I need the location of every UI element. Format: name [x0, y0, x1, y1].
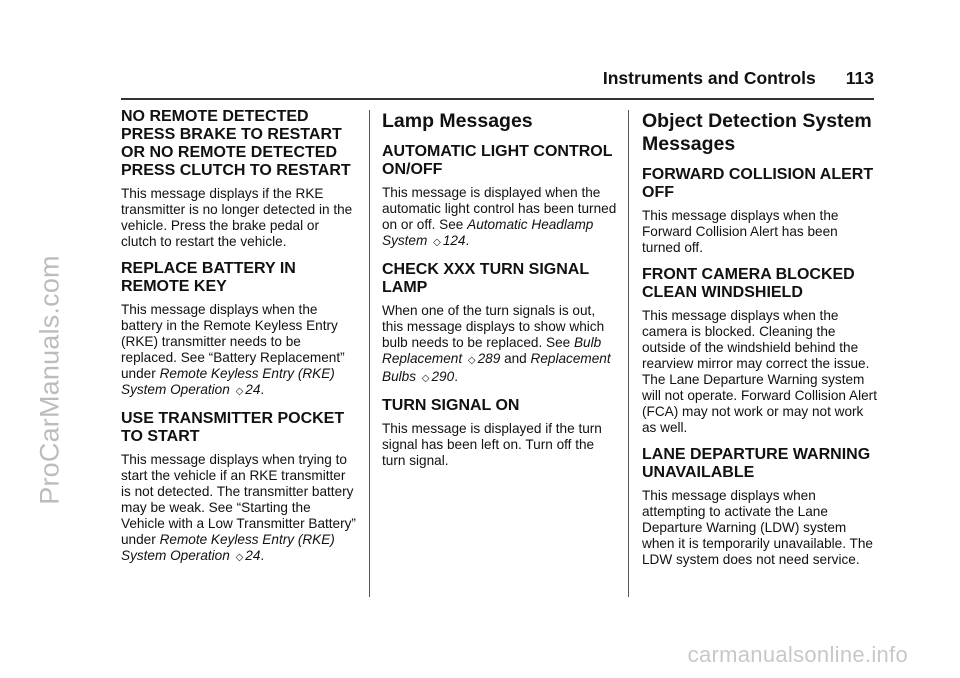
bottom-watermark: carmanualsonline.info	[687, 642, 908, 667]
page-ref-number[interactable]: 24	[245, 548, 261, 563]
message-body: This message displays if the RKE transmitter is no longer detected in the vehicle. Press the brake pedal or clutch to restart the vehicle.	[121, 186, 353, 249]
period: .	[454, 369, 458, 384]
page-ref-icon: ◇	[235, 552, 244, 563]
column-divider	[369, 110, 370, 597]
cross-reference-link[interactable]: Remote Keyless Entry (RKE) System Operation	[121, 366, 335, 397]
message-title: REPLACE BATTERY IN REMOTE KEY	[121, 260, 296, 295]
column-divider	[628, 110, 629, 597]
message-title: TURN SIGNAL ON	[382, 397, 520, 414]
message-body: This message displays when attempting to activate the Lane Departure Warning (LDW) system when it is temporarily unavailable. The LDW system does not need service.	[642, 488, 873, 567]
body-text: This message displays when the battery in the Remote Keyless Entry (RKE) transmitter needs to be replaced. See “Battery Replacement” under	[121, 302, 345, 381]
message-title: FRONT CAMERA BLOCKED CLEAN WINDSHIELD	[642, 266, 855, 301]
section-heading: Lamp Messages	[382, 110, 533, 132]
page-ref-number[interactable]: 289	[477, 351, 501, 366]
conjunction: and	[504, 351, 527, 366]
message-body: This message displays when the camera is blocked. Cleaning the outside of the windshield behind the rearview mirror may correct the issue. The Lane Departure Warning system will not operate. Forward Collision Alert (FCA) may not work or may not work as well.	[642, 308, 877, 435]
cross-reference-link[interactable]: Replacement Bulbs	[382, 351, 611, 384]
message-body: This message displays when the Forward Collision Alert has been turned off.	[642, 208, 839, 255]
page-number: 113	[845, 68, 874, 88]
column-3	[642, 108, 879, 578]
section-heading: Object Detection System Messages	[642, 110, 872, 155]
message-body	[382, 185, 619, 251]
cross-reference-link[interactable]: Remote Keyless Entry (RKE) System Operation	[121, 532, 335, 563]
page-ref-number[interactable]: 124	[442, 233, 466, 248]
header-rule	[121, 98, 874, 100]
period: .	[260, 382, 265, 397]
message-title: NO REMOTE DETECTED PRESS BRAKE TO RESTART OR NO REMOTE DETECTED PRESS CLUTCH TO RESTART	[121, 108, 351, 179]
page-ref-icon: ◇	[433, 237, 441, 248]
message-body	[121, 452, 358, 566]
body-text: When one of the turn signals is out, this message displays to show which bulb needs to be replaced. See	[382, 303, 605, 350]
side-watermark: ProCarManuals.com	[34, 255, 65, 505]
message-body	[121, 302, 358, 400]
column-1	[121, 108, 358, 576]
body-text: This message displays when trying to start the vehicle if an RKE transmitter is not detected. The transmitter battery may be weak. See “Starting the Vehicle with a Low Transmitter Battery” under	[121, 452, 356, 547]
page-ref-icon: ◇	[235, 386, 244, 397]
message-body: This message is displayed if the turn signal has been left on. Turn off the turn signal.	[382, 421, 602, 468]
message-title: FORWARD COLLISION ALERT OFF	[642, 166, 874, 201]
cross-reference-link[interactable]: Automatic Headlamp System	[382, 217, 594, 248]
message-body	[382, 303, 619, 387]
message-title: USE TRANSMITTER POCKET TO START	[121, 410, 345, 445]
period: .	[465, 233, 470, 248]
period: .	[260, 548, 265, 563]
page-ref-icon: ◇	[467, 355, 476, 366]
message-title: LANE DEPARTURE WARNING UNAVAILABLE	[642, 446, 871, 481]
page-header	[603, 68, 874, 89]
page-ref-number[interactable]: 24	[245, 382, 261, 397]
column-2	[382, 108, 619, 479]
page-ref-number[interactable]: 290	[431, 369, 455, 384]
section-title: Instruments and Controls	[602, 68, 816, 88]
body-text: This message is displayed when the automatic light control has been turned on or off. See	[382, 185, 617, 232]
page-ref-icon: ◇	[421, 373, 430, 384]
message-title: AUTOMATIC LIGHT CONTROL ON/OFF	[382, 143, 613, 178]
cross-reference-link[interactable]: Bulb Replacement	[382, 335, 602, 366]
message-title: CHECK XXX TURN SIGNAL LAMP	[382, 261, 589, 296]
